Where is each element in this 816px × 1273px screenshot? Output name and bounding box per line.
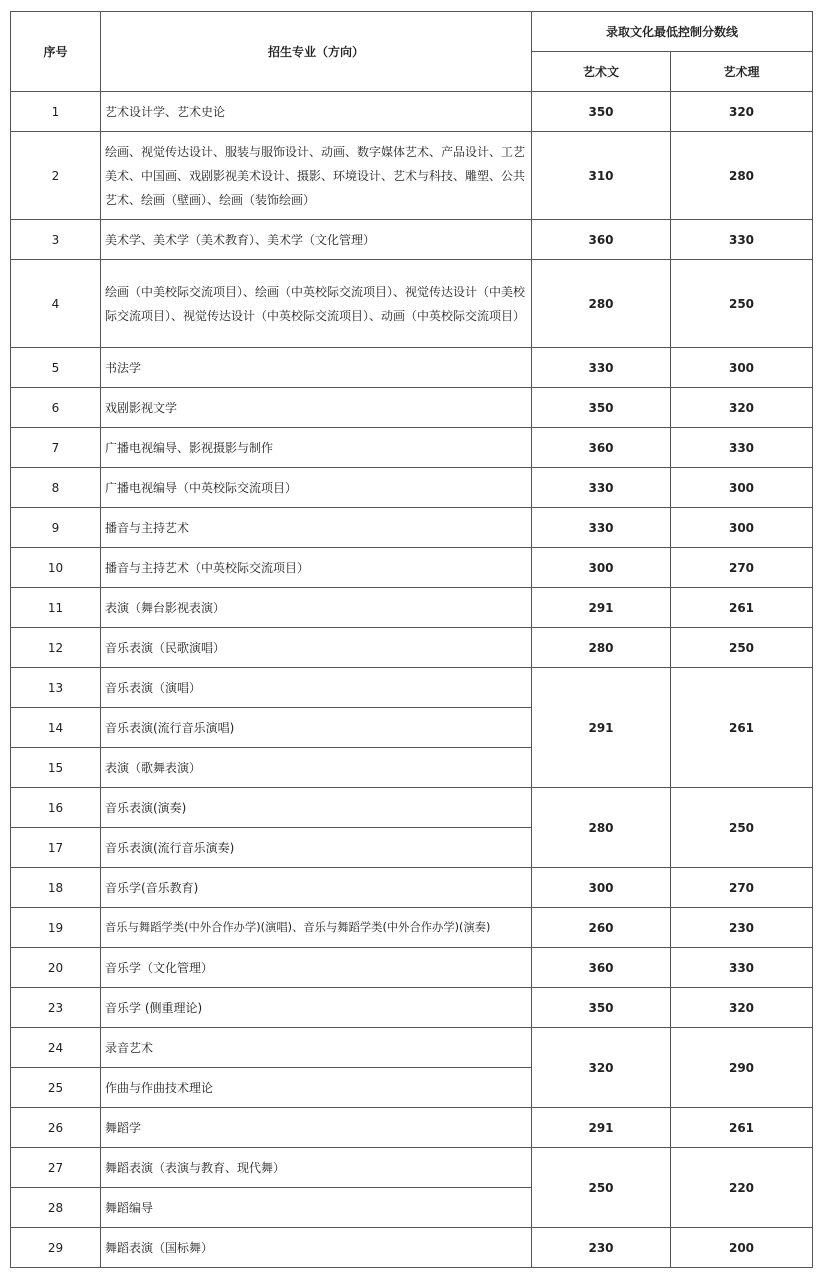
- table-row: [11, 788, 813, 828]
- row-science-score: 270: [671, 868, 813, 908]
- row-major: 音乐表演（演唱）: [101, 668, 532, 708]
- table-row: [11, 588, 813, 628]
- row-seq: 14: [11, 708, 101, 748]
- row-science-score: 320: [671, 388, 813, 428]
- row-science-score: 290: [671, 1028, 813, 1108]
- row-major: 舞蹈编导: [101, 1188, 532, 1228]
- row-arts-score: 280: [532, 788, 671, 868]
- table-row: [11, 132, 813, 220]
- row-seq: 16: [11, 788, 101, 828]
- table-row: [11, 1108, 813, 1148]
- row-seq: 8: [11, 468, 101, 508]
- row-seq: 17: [11, 828, 101, 868]
- row-science-score: 300: [671, 508, 813, 548]
- row-science-score: 330: [671, 220, 813, 260]
- row-seq: 4: [11, 260, 101, 348]
- header-science: 艺术理: [671, 52, 813, 92]
- row-science-score: 330: [671, 428, 813, 468]
- row-science-score: 261: [671, 588, 813, 628]
- row-seq: 20: [11, 948, 101, 988]
- table-row: [11, 948, 813, 988]
- table-row: [11, 388, 813, 428]
- row-arts-score: 291: [532, 588, 671, 628]
- header-major: 招生专业（方向）: [101, 12, 532, 92]
- row-major: 表演（舞台影视表演）: [101, 588, 532, 628]
- row-science-score: 250: [671, 628, 813, 668]
- table-row: [11, 260, 813, 348]
- row-arts-score: 300: [532, 868, 671, 908]
- table-row: [11, 988, 813, 1028]
- row-arts-score: 320: [532, 1028, 671, 1108]
- row-arts-score: 291: [532, 668, 671, 788]
- row-seq: 9: [11, 508, 101, 548]
- row-science-score: 320: [671, 92, 813, 132]
- row-arts-score: 280: [532, 628, 671, 668]
- table-row: [11, 668, 813, 708]
- row-science-score: 300: [671, 348, 813, 388]
- row-arts-score: 310: [532, 132, 671, 220]
- table-row: [11, 1148, 813, 1188]
- row-major: 舞蹈表演（国标舞）: [101, 1228, 532, 1268]
- row-seq: 24: [11, 1028, 101, 1068]
- row-arts-score: 260: [532, 908, 671, 948]
- row-science-score: 230: [671, 908, 813, 948]
- row-major: 舞蹈学: [101, 1108, 532, 1148]
- row-major: 绘画、视觉传达设计、服装与服饰设计、动画、数字媒体艺术、产品设计、工艺美术、中国画、戏剧影视美术设计、摄影、环境设计、艺术与科技、雕塑、公共艺术、绘画（壁画）、绘画（装饰绘画）: [101, 132, 532, 220]
- header-arts: 艺术文: [532, 52, 671, 92]
- row-science-score: 261: [671, 1108, 813, 1148]
- row-science-score: 330: [671, 948, 813, 988]
- row-seq: 25: [11, 1068, 101, 1108]
- row-seq: 11: [11, 588, 101, 628]
- row-major: 舞蹈表演（表演与教育、现代舞）: [101, 1148, 532, 1188]
- row-major: 音乐学(音乐教育): [101, 868, 532, 908]
- row-major: 音乐学 (侧重理论): [101, 988, 532, 1028]
- table-row: [11, 1228, 813, 1268]
- row-seq: 2: [11, 132, 101, 220]
- row-science-score: 270: [671, 548, 813, 588]
- row-seq: 18: [11, 868, 101, 908]
- row-major: 艺术设计学、艺术史论: [101, 92, 532, 132]
- row-seq: 6: [11, 388, 101, 428]
- table-row: [11, 92, 813, 132]
- row-seq: 7: [11, 428, 101, 468]
- header-seq: 序号: [11, 12, 101, 92]
- table-row: [11, 428, 813, 468]
- row-arts-score: 350: [532, 988, 671, 1028]
- row-arts-score: 330: [532, 348, 671, 388]
- table-row: [11, 908, 813, 948]
- row-arts-score: 350: [532, 388, 671, 428]
- row-science-score: 320: [671, 988, 813, 1028]
- row-science-score: 200: [671, 1228, 813, 1268]
- row-arts-score: 350: [532, 92, 671, 132]
- row-arts-score: 360: [532, 428, 671, 468]
- table-row: [11, 220, 813, 260]
- table-row: [11, 348, 813, 388]
- row-science-score: 250: [671, 260, 813, 348]
- table-row: [11, 468, 813, 508]
- row-major: 音乐表演(流行音乐演奏): [101, 828, 532, 868]
- table-row: [11, 548, 813, 588]
- row-arts-score: 280: [532, 260, 671, 348]
- row-major: 表演（歌舞表演）: [101, 748, 532, 788]
- row-arts-score: 300: [532, 548, 671, 588]
- row-major: 绘画（中美校际交流项目）、绘画（中英校际交流项目）、视觉传达设计（中美校际交流项目）、视觉传达设计（中英校际交流项目）、动画（中英校际交流项目）: [101, 260, 532, 348]
- row-science-score: 300: [671, 468, 813, 508]
- row-arts-score: 360: [532, 220, 671, 260]
- row-major: 作曲与作曲技术理论: [101, 1068, 532, 1108]
- row-seq: 27: [11, 1148, 101, 1188]
- row-major: 广播电视编导（中英校际交流项目）: [101, 468, 532, 508]
- table-row: [11, 1028, 813, 1068]
- table-row: [11, 868, 813, 908]
- row-seq: 29: [11, 1228, 101, 1268]
- row-seq: 3: [11, 220, 101, 260]
- row-seq: 19: [11, 908, 101, 948]
- row-arts-score: 291: [532, 1108, 671, 1148]
- table-row: [11, 508, 813, 548]
- row-major: 播音与主持艺术: [101, 508, 532, 548]
- row-major: 音乐表演(流行音乐演唱): [101, 708, 532, 748]
- row-seq: 23: [11, 988, 101, 1028]
- table-row: [11, 628, 813, 668]
- row-major: 录音艺术: [101, 1028, 532, 1068]
- row-seq: 10: [11, 548, 101, 588]
- row-science-score: 261: [671, 668, 813, 788]
- header-score-group: 录取文化最低控制分数线: [532, 12, 813, 52]
- row-seq: 5: [11, 348, 101, 388]
- row-science-score: 280: [671, 132, 813, 220]
- row-major: 广播电视编导、影视摄影与制作: [101, 428, 532, 468]
- row-seq: 15: [11, 748, 101, 788]
- row-major: 音乐与舞蹈学类(中外合作办学)(演唱)、音乐与舞蹈学类(中外合作办学)(演奏): [101, 908, 532, 948]
- row-major: 音乐学（文化管理）: [101, 948, 532, 988]
- row-major: 音乐表演（民歌演唱）: [101, 628, 532, 668]
- row-major: 音乐表演(演奏): [101, 788, 532, 828]
- row-arts-score: 330: [532, 508, 671, 548]
- row-seq: 26: [11, 1108, 101, 1148]
- row-major: 戏剧影视文学: [101, 388, 532, 428]
- row-science-score: 220: [671, 1148, 813, 1228]
- row-major: 美术学、美术学（美术教育）、美术学（文化管理）: [101, 220, 532, 260]
- row-arts-score: 330: [532, 468, 671, 508]
- header-row: [11, 12, 813, 52]
- row-major: 播音与主持艺术（中英校际交流项目）: [101, 548, 532, 588]
- row-science-score: 250: [671, 788, 813, 868]
- row-major: 书法学: [101, 348, 532, 388]
- row-seq: 1: [11, 92, 101, 132]
- row-arts-score: 250: [532, 1148, 671, 1228]
- row-seq: 13: [11, 668, 101, 708]
- row-arts-score: 230: [532, 1228, 671, 1268]
- row-arts-score: 360: [532, 948, 671, 988]
- admission-score-table: [10, 11, 813, 1268]
- row-seq: 28: [11, 1188, 101, 1228]
- row-seq: 12: [11, 628, 101, 668]
